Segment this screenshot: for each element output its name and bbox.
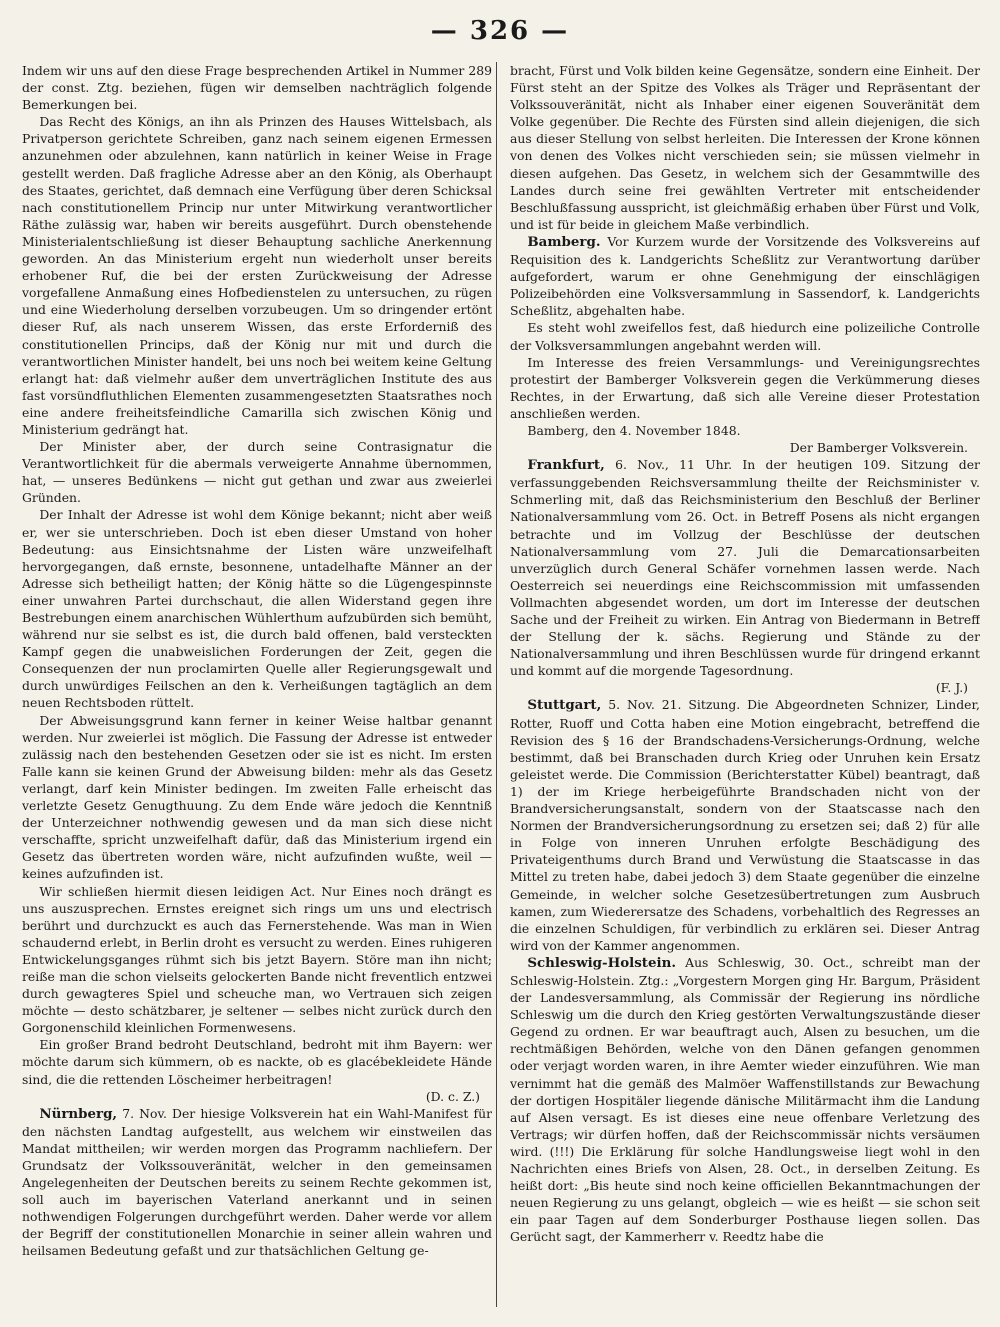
- article-text: Aus Schleswig, 30. Oct., schreibt man der Schleswig-Holstein. Ztg.: „Vorgestern Morgen ging Hr. Bargum, Präsident der Landesversammlung, als Commissär der Regierung ins nördliche Schleswig um die durch den Krieg gestörten Verwaltungszustände dieser Gegend zu ordnen. Er war beauftragt auch, Alsen zu besuchen, um die rechtmäßigen Behörden, welche von den Dänen gefangen genommen oder verjagt worden waren, in ihre Aemter wieder einzuführen. Wie man vernimmt hat die gemäß des Malmöer Waffenstillstands zur Bewachung der dortigen Hospitäler liegende dänische Militärmacht ihm die Landung auf Alsen versagt. Es ist dieses eine neue offenbare Verletzung des Vertrags; wir dürfen hoffen, daß der Reichscommissär nichts versäumen wird. (!!!) Die Erklärung für solche Handlungsweise liegt wohl in den Nachrichten eines Briefs von Alsen, 28. Oct., in derselben Zeitung. Es heißt dort: „Bis heute sind noch keine officiellen Bekanntmachungen der neuen Regierung zu uns gelangt, obgleich — wie es heißt — sie schon seit ein paar Tagen auf dem Sonderburger Posthause liegen sollen. Das Gerücht sagt, der Kammerherr v. Reedtz habe die: [510, 954, 980, 1245]
- dateline-stuttgart: Stuttgart,: [527, 697, 602, 714]
- dateline-schleswig-holstein: Schleswig-Holstein.: [527, 954, 676, 971]
- left-column: [22, 62, 492, 1312]
- article-schleswig: [510, 954, 980, 1246]
- article-stuttgart: [510, 696, 980, 953]
- paragraph: Der Inhalt der Adresse ist wohl dem Könige bekannt; nicht aber weiß er, wer sie unterschrieben. Doch ist eben dieser Umstand von hoher Bedeutung: aus Einsichtsnahme der Listen wäre unzweifelhaft hervorgegangen, daß ernste, besonnene, untadelhafte Männer an der Adresse sich betheiligt hatten; der König hätte so die Lügengespinnste einer unwahren Partei durchschaut, die allen Widerstand gegen ihre Bestrebungen einem anarchischen Wühlerthum aufzubürden sich bemüht, während nur sie selbst es ist, die durch bald offenen, bald versteckten Kampf gegen die unabweislichen Forderungen der Zeit, gegen die Consequenzen der nun proclamirten Quelle aller Regierungsgewalt und durch unwürdiges Feilschen an den k. Verheißungen tagtäglich an dem neuen Rechtsboden rüttelt.: [22, 507, 492, 711]
- article-text: Vor Kurzem wurde der Vorsitzende des Volksvereins auf Requisition des k. Landgerichts Scheßlitz zur Verantwortung darüber aufgefordert, warum er ohne Genehmigung der einschlägigen Polizeibehörden eine Volksversammlung in Sassendorf, k. Landgerichts Scheßlitz, abgehalten habe.: [510, 233, 980, 319]
- paragraph: Das Recht des Königs, an ihn als Prinzen des Hauses Wittelsbach, als Privatperson gerichtete Schreiben, ganz nach seinem eigenen Ermessen anzunehmen oder abzulehnen, kann natürlich in keiner Weise in Frage gestellt werden. Daß fragliche Adresse aber an den König, als Oberhaupt des Staates, gerichtet, daß demnach eine Verfügung über deren Schicksal nach constitutionellem Princip nur unter Mitwirkung verantwortlicher Räthe zulässig war, haben wir bereits ausgeführt. Durch obenstehende Ministerialentschließung ist dieser Behauptung sachliche Anerkennung geworden. An das Ministerium ergeht nun wiederholt unser bereits erhobener Ruf, die bei der ersten Zurückweisung der Adresse vorgefallene Anmaßung eines Hofbedienstelen zu untersuchen, zu rügen und eine Wiederholung derselben vorzubeugen. Um so dringender ertönt dieser Ruf, als nach unserem Wissen, das erste Erforderniß des constitutionellen Princips, daß der König nur mit und durch die verantwortlichen Minister handelt, bei uns noch bei weitem keine Geltung erlangt hat: daß vielmehr außer dem unverträglichen Institute des aus fast vorsündfluthlichen Elementen zusammengesetzten Staatsrathes noch eine andere freiheitsfeindliche Camarilla sich zwischen König und Ministerium gedrängt hat.: [22, 114, 492, 437]
- article-bamberg: [510, 233, 980, 319]
- paragraph: bracht, Fürst und Volk bilden keine Gegensätze, sondern eine Einheit. Der Fürst steht an der Spitze des Volkes als Träger und Repräsentant der Volkssouveränität, nicht als Inhaber einer eigenen Souveränität dem Volke gegenüber. Die Rechte des Fürsten sind allein diejenigen, die sich aus dieser Stellung von selbst herleiten. Die Interessen der Krone können von denen des Volkes nicht verschieden sein; sie müssen vielmehr in diesen aufgehen. Das Gesetz, in welchem sich der Gesammtwille des Landes durch seine frei gewählten Vertreter mit entscheidender Beschlußfassung ausspricht, ist gleichmäßig erhaben über Fürst und Volk, und ist für beide in gleichem Maße verbindlich.: [510, 63, 980, 232]
- source-attribution: (F. J.): [935, 680, 968, 696]
- signature: Der Bamberger Volksverein.: [789, 440, 968, 456]
- article-text: 6. Nov., 11 Uhr. In der heutigen 109. Sitzung der verfassunggebenden Reichsversammlung theilte der Reichsminister v. Schmerling mit, daß das Reichsministerium den Beschluß der Berliner Nationalversammlung vom 26. Oct. in Betreff Posens als nicht ergangen betrachte und im Vollzug der Beschlüsse der deutschen Nationalversammlung vom 27. Juli die Demarcationsarbeiten unverzüglich durch General Schäfer vornehmen lassen werde. Nach Oesterreich sei neuerdings eine Reichscommission mit umfassenden Vollmachten abgesendet worden, um dort im Interesse der deutschen Sache und der Freiheit zu wirken. Ein Antrag von Biedermann in Betreff der Stellung der k. sächs. Regierung und Stände zu der Nationalversammlung und ihren Beschlüssen wurde für dringend erkannt und kommt auf die morgende Tagesordnung.: [510, 457, 980, 679]
- paragraph: Es steht wohl zweifellos fest, daß hiedurch eine polizeiliche Controlle der Volksversammlungen angebahnt werden will.: [510, 320, 980, 353]
- place-date: Bamberg, den 4. November 1848.: [527, 422, 741, 438]
- paragraph: Indem wir uns auf den diese Frage besprechenden Artikel in Nummer 289 der const. Ztg. beziehen, fügen wir demselben nachträglich folgende Bemerkungen bei.: [22, 63, 492, 113]
- paragraph: Der Minister aber, der durch seine Contrasignatur die Verantwortlichkeit für die abermals verweigerte Annahme übernommen, hat, — unseres Bedünkens — nicht gut gethan und zwar aus zweierlei Gründen.: [22, 439, 492, 506]
- article-text: 5. Nov. 21. Sitzung. Die Abgeordneten Schnizer, Linder, Rotter, Ruoff und Cotta haben eine Motion eingebracht, betreffend die Revision des § 16 der Brandschadens-Versicherungs-Ordnung, welche bestimmt, daß bei Branschaden durch Krieg oder Unruhen kein Ersatz geleistet werde. Die Commission (Berichterstatter Kübel) beantragt, daß 1) der im Kriege herbeigeführte Brandschaden nicht von der Brandversicherungsanstalt, sondern von der Staatscasse nach den Normen der Brandversicherungsordnung zu ersetzen sei; daß 2) für alle in Folge von inneren Unruhen erfolgte Beschädigung des Privateigenthums durch Brand und Verwüstung die Staatscasse in das Mittel zu treten habe, dabei jedoch 3) dem Staate gegenüber die einzelne Gemeinde, in welcher solche Gesetzesübertretungen zum Ausbruch kamen, zum Wiederersatze des Schadens, vorbehaltlich des Regresses an die einzelnen Schuldigen, für verbindlich zu erklären sei. Dieser Antrag wird von der Kammer angenommen.: [510, 697, 980, 953]
- page-number: — 326 —: [430, 16, 570, 46]
- paragraph: Ein großer Brand bedroht Deutschland, bedroht mit ihm Bayern: wer möchte darum sich kümmern, ob es nackte, ob es glacébekleidete Hände sind, die die rettenden Löscheimer herbeitragen!: [22, 1037, 492, 1087]
- column-divider: [496, 62, 497, 1307]
- dateline-nuernberg: Nürnberg,: [39, 1105, 118, 1122]
- article-nuernberg: [22, 1105, 492, 1260]
- article-frankfurt: [510, 456, 980, 679]
- paragraph: Im Interesse des freien Versammlungs- und Vereinigungsrechtes protestirt der Bamberger Volksverein gegen die Verkümmerung dieses Rechtes, in der Erwartung, daß sich alle Vereine dieser Protestation anschließen werden.: [510, 354, 980, 421]
- paragraph: Wir schließen hiermit diesen leidigen Act. Nur Eines noch drängt es uns auszusprechen. Ernstes ereignet sich rings um uns und electrisch berührt und durchzuckt es auch das Fernerstehende. Was man in Wien schaudernd erlebt, in Berlin droht es versucht zu werden. Eines ruhigeren Entwickelungsganges rühmt sich bis jetzt Bayern. Störe man ihn nicht; reiße man die schon vielseits gelockerten Bande nicht freventlich entzwei durch gewagteres Spiel und scheuche man, wo Vertrauen sich zeigen möchte — desto schätzbarer, je seltener — selbes nicht zurück durch den Gorgonenschild kleinlichen Formenwesens.: [22, 883, 492, 1036]
- dateline-frankfurt: Frankfurt,: [527, 457, 605, 474]
- article-text: 7. Nov. Der hiesige Volksverein hat ein Wahl-Manifest für den nächsten Landtag aufgestellt, aus welchem wir einstweilen das Mandat mittheilen; wir werden morgen das Programm nachliefern. Der Grundsatz der Volkssouveränität, welcher in den gemeinsamen Angelegenheiten der Deutschen bereits zu seinem Rechte gekommen ist, soll auch im bayerischen Vaterland anerkannt und in seinen nothwendigen Folgerungen durchgeführt werden. Daher werde vor allem der Begriff der constitutionellen Monarchie in seiner allein wahren und heilsamen Bedeutung gefaßt und zur thatsächlichen Geltung ge-: [22, 1105, 492, 1259]
- dateline-bamberg: Bamberg.: [527, 233, 601, 250]
- right-column: [510, 62, 980, 1312]
- paragraph: Der Abweisungsgrund kann ferner in keiner Weise haltbar genannt werden. Nur zweierlei ist möglich. Die Fassung der Adresse ist entweder zulässig nach den bestehenden Gesetzen oder sie ist es nicht. Im ersten Falle kann sie keinen Grund der Abweisung bilden: mehr als das Gesetz verlangt, darf kein Minister bedingen. Im zweiten Falle erheischt das verletzte Gesetz Genugthuung. Zu dem Ende wäre jedoch die Kenntniß der Unterzeichner nothwendig gewesen und da man sich diese nicht verschaffte, spricht unzweifelhaft dafür, daß das Ministerium irgend ein Gesetz das übertreten worden wäre, nicht aufzufinden wußte, weil — keines aufzufinden ist.: [22, 712, 492, 882]
- source-attribution: (D. c. Z.): [425, 1088, 480, 1104]
